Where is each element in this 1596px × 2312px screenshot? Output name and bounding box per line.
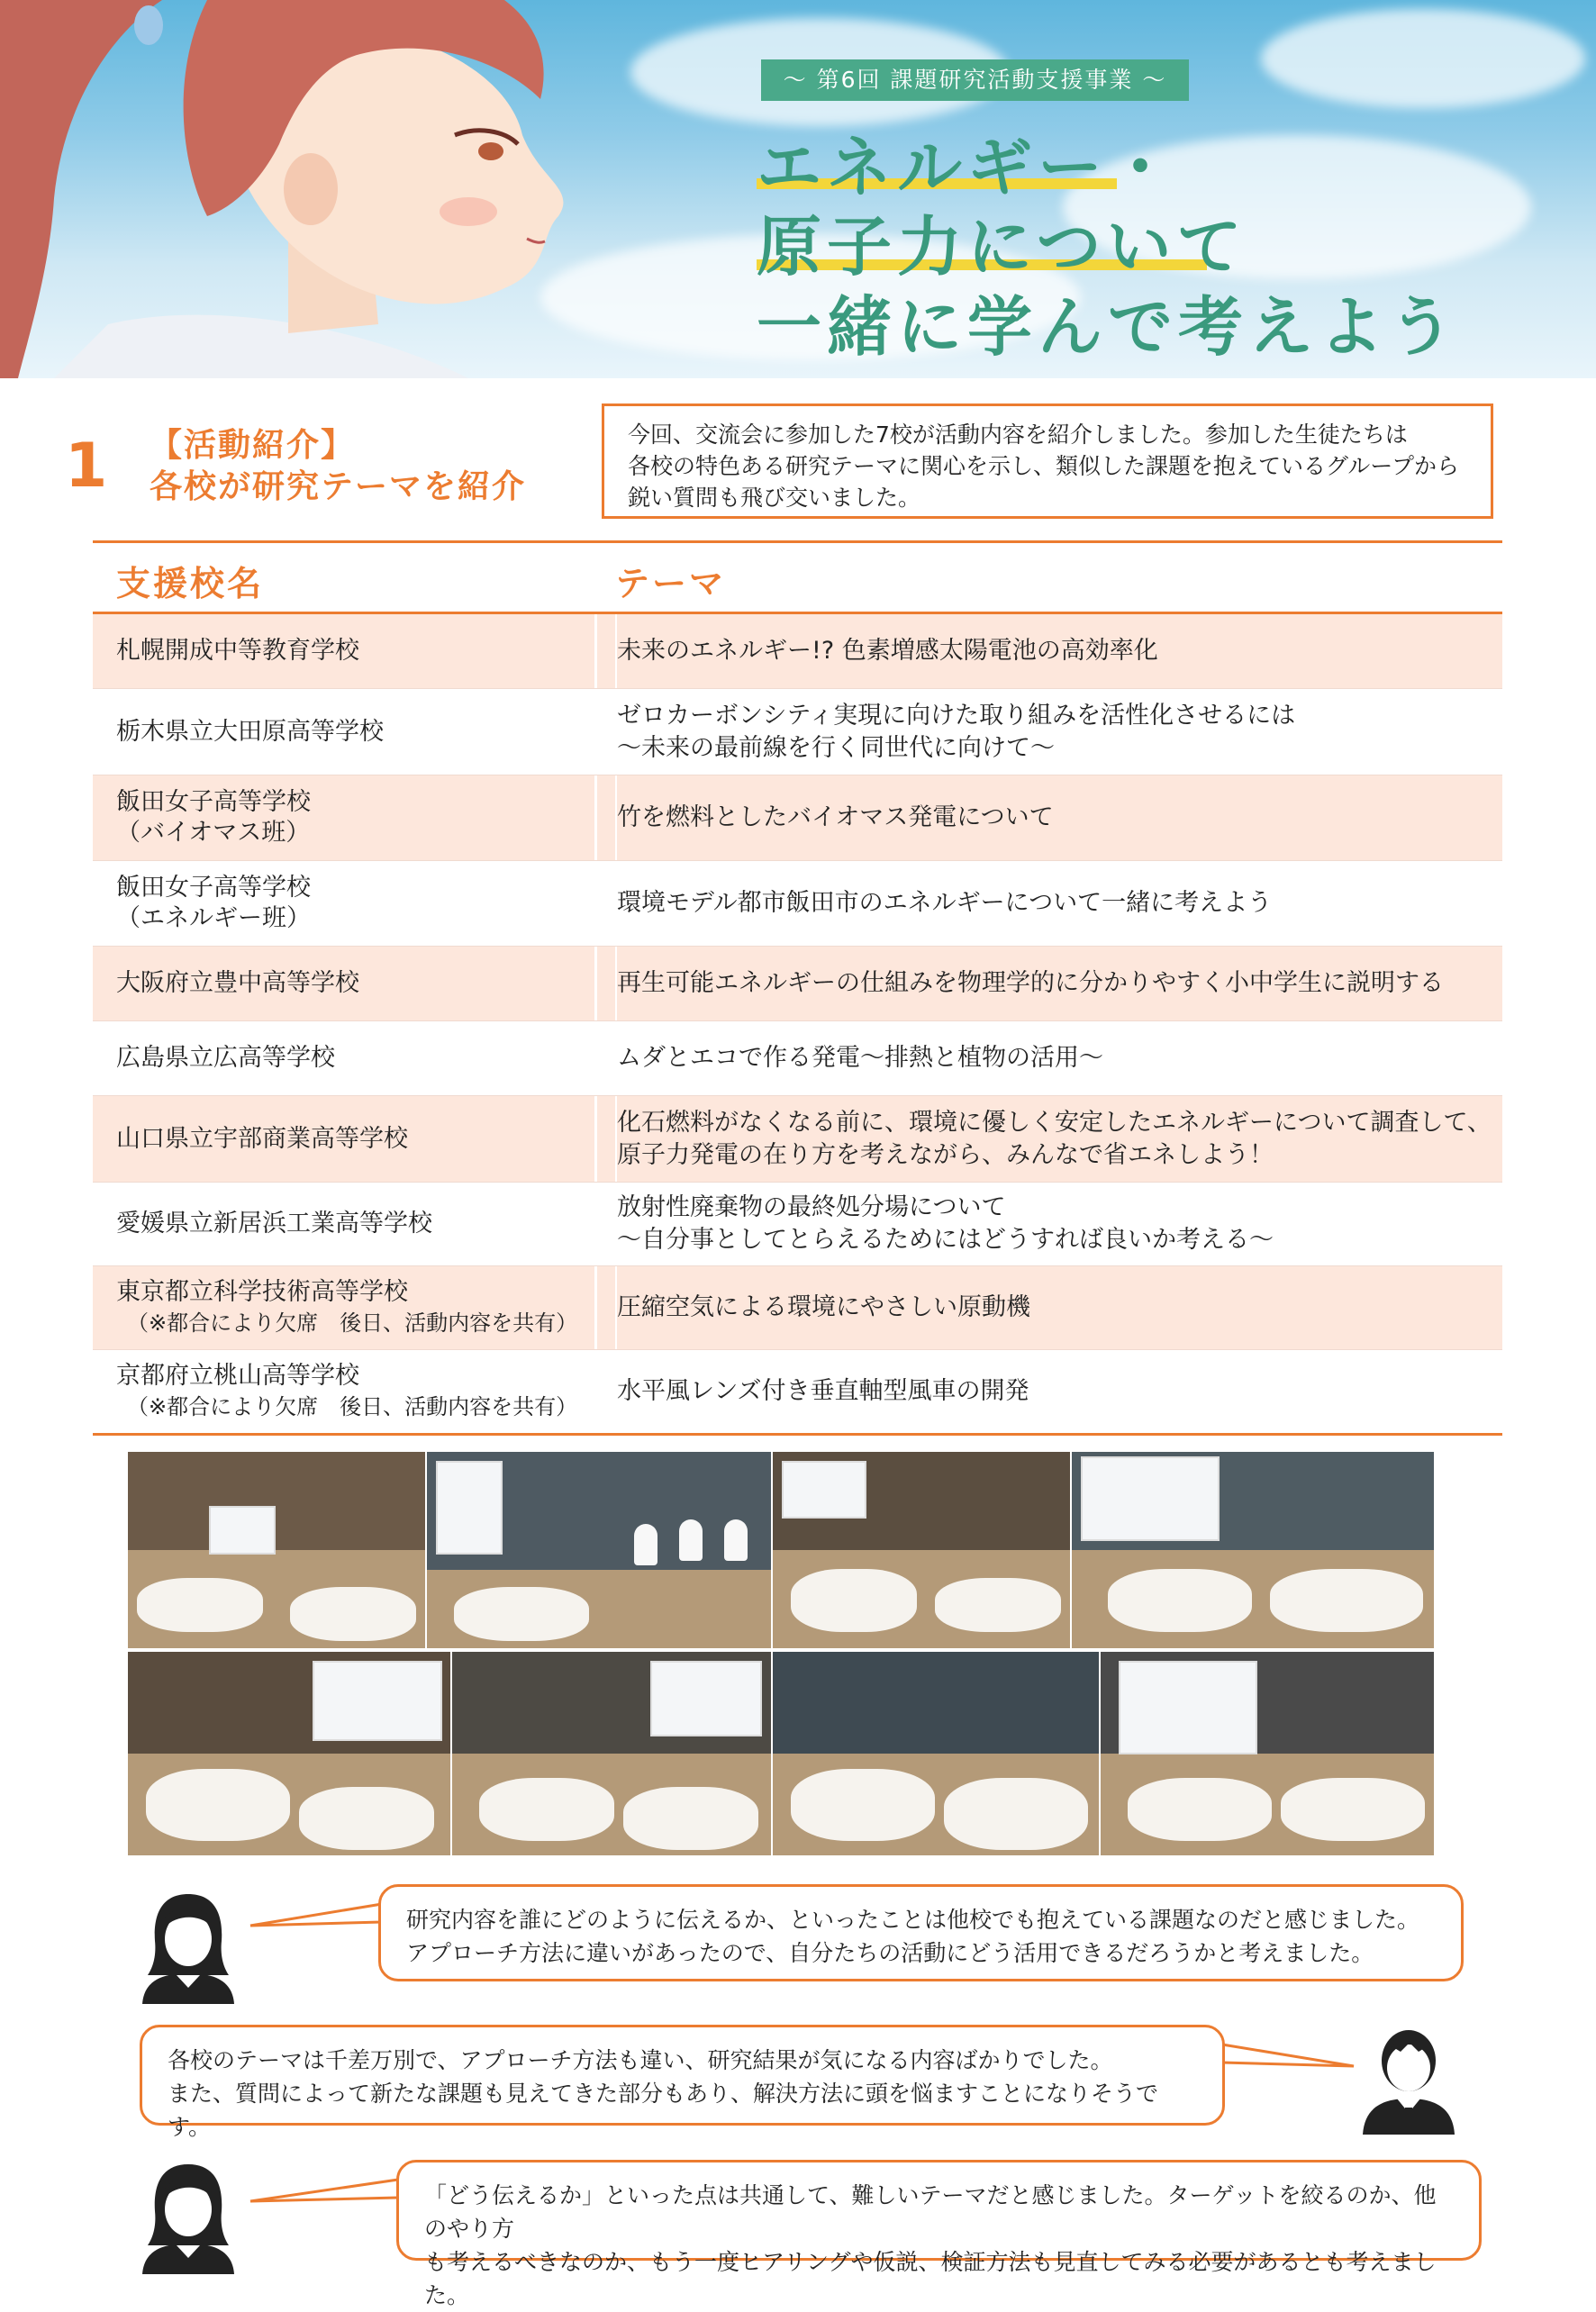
header-banner	[0, 0, 1596, 378]
header-theme: テーマ	[615, 564, 727, 603]
title-line-2: 原子力について	[757, 209, 1247, 285]
theme-subtext: 〜未来の最前線を行く同世代に向けて〜	[617, 733, 1055, 762]
theme-subtext: 〜自分事としてとらえるためにはどうすれば良いか考える〜	[617, 1226, 1274, 1254]
theme-text: 水平風レンズ付き垂直軸型風車の開発	[617, 1377, 1029, 1405]
bubble-tail-2	[1220, 2043, 1356, 2070]
section-title-line-2: 各校が研究テーマを紹介	[150, 468, 527, 505]
table-row	[93, 614, 1502, 689]
theme-subtext: 原子力発電の在り方を考えながら、みんなで省エネしよう！	[617, 1140, 1274, 1169]
student-female-icon	[135, 1887, 241, 2004]
event-photo-4	[1072, 1452, 1434, 1648]
theme-text: 未来のエネルギー!? 色素増感太陽電池の高効率化	[617, 637, 1158, 665]
event-photo-7	[773, 1652, 1099, 1855]
student-female-icon-2	[135, 2157, 241, 2274]
section-title-line-1: 【活動紹介】	[150, 427, 356, 464]
school-name: 栃木県立大田原高等学校	[116, 717, 384, 746]
theme-text: ゼロカーボンシティ実現に向けた取り組みを活性化させるには	[617, 701, 1296, 730]
section-number: 1	[65, 431, 108, 502]
bubble-tail-3	[249, 2178, 400, 2205]
table-row	[93, 1266, 1502, 1350]
event-photo-5	[128, 1652, 450, 1855]
theme-text: 化石燃料がなくなる前に、環境に優しく安定したエネルギーについて調査して、	[617, 1108, 1492, 1137]
table-row	[93, 689, 1502, 775]
table-row	[93, 947, 1502, 1021]
comment-bubble-3	[396, 2160, 1482, 2308]
subtitle-band: 〜 第6回 課題研究活動支援事業 〜	[761, 59, 1189, 101]
school-name: 大阪府立豊中高等学校	[116, 969, 359, 997]
school-name: 京都府立桃山高等学校	[116, 1362, 359, 1390]
comment-bubble-2	[140, 2025, 1225, 2140]
school-note: （エネルギー班）	[116, 904, 311, 932]
student-male-icon	[1356, 2017, 1462, 2135]
theme-text: 圧縮空気による環境にやさしい原動機	[617, 1293, 1030, 1321]
school-name: 広島県立広高等学校	[116, 1044, 335, 1072]
school-note: （バイオマス班）	[116, 819, 311, 847]
event-photo-3	[773, 1452, 1070, 1648]
school-name: 札幌開成中等教育学校	[116, 637, 359, 665]
header-school: 支援校名	[116, 564, 265, 603]
title-line-3: 一緒に学んで考えよう	[757, 289, 1460, 365]
table-row	[93, 1350, 1502, 1436]
event-photo-8	[1101, 1652, 1434, 1855]
comment-3-line-1: 「どう伝えるか」といった点は共通して、難しいテーマだと感じました。ターゲットを絞るのか、他のやり方	[424, 2182, 1437, 2242]
school-name: 愛媛県立新居浜工業高等学校	[116, 1210, 432, 1238]
table-row	[93, 1021, 1502, 1096]
event-photo-1	[128, 1452, 425, 1648]
comment-2-line-1: 各校のテーマは千差万別で、アプローチ方法も違い、研究結果が気になる内容ばかりでした。	[168, 2047, 1113, 2073]
event-photo-6	[452, 1652, 771, 1855]
school-name: 飯田女子高等学校	[116, 788, 311, 816]
intro-line-1: 今回、交流会に参加した7校が活動内容を紹介しました。参加した生徒たちは	[628, 422, 1408, 448]
comment-2-line-2: また、質問によって新たな課題も見えてきた部分もあり、解決方法に頭を悩ますことになりそうです。	[168, 2081, 1159, 2140]
table-row	[93, 1096, 1502, 1183]
school-name: 山口県立宇部商業高等学校	[116, 1124, 408, 1153]
comment-1-line-2: アプローチ方法に違いがあったので、自分たちの活動にどう活用できるだろうかと考えました。	[406, 1940, 1374, 1966]
table-row	[93, 775, 1502, 861]
school-note: （※都合により欠席 後日、活動内容を共有）	[127, 1394, 578, 1419]
intro-line-2: 各校の特色ある研究テーマに関心を示し、類似した課題を抱えているグループから	[628, 453, 1460, 479]
intro-text-box	[602, 403, 1493, 519]
school-name: 飯田女子高等学校	[116, 874, 311, 902]
comment-1-line-1: 研究内容を誰にどのように伝えるか、といったことは他校でも抱えている課題なのだと感じました。	[406, 1907, 1420, 1933]
girl-illustration	[0, 0, 576, 378]
school-theme-table	[93, 540, 1502, 1436]
title-line-1: エネルギー・	[757, 130, 1179, 205]
intro-line-3: 鋭い質問も飛び交いました。	[628, 485, 921, 511]
bubble-tail-1	[249, 1902, 384, 1929]
theme-text: 再生可能エネルギーの仕組みを物理学的に分かりやすく小中学生に説明する	[617, 969, 1444, 997]
photo-collage	[128, 1452, 1434, 1855]
event-photo-2	[427, 1452, 771, 1648]
theme-text: 竹を燃料としたバイオマス発電について	[617, 803, 1054, 831]
theme-text: 環境モデル都市飯田市のエネルギーについて一緒に考えよう	[617, 889, 1273, 917]
comment-3-line-2: も考えるべきなのか、もう一度ヒアリングや仮説、検証方法も見直してみる必要があるとも考えました。	[424, 2249, 1437, 2308]
table-row	[93, 1183, 1502, 1266]
theme-text: 放射性廃棄物の最終処分場について	[617, 1193, 1006, 1221]
theme-text: ムダとエコで作る発電〜排熱と植物の活用〜	[617, 1044, 1103, 1072]
comment-bubble-1	[378, 1884, 1464, 1981]
table-row	[93, 861, 1502, 947]
school-note: （※都合により欠席 後日、活動内容を共有）	[127, 1310, 578, 1336]
school-name: 東京都立科学技術高等学校	[116, 1278, 408, 1306]
table-header	[93, 540, 1502, 614]
